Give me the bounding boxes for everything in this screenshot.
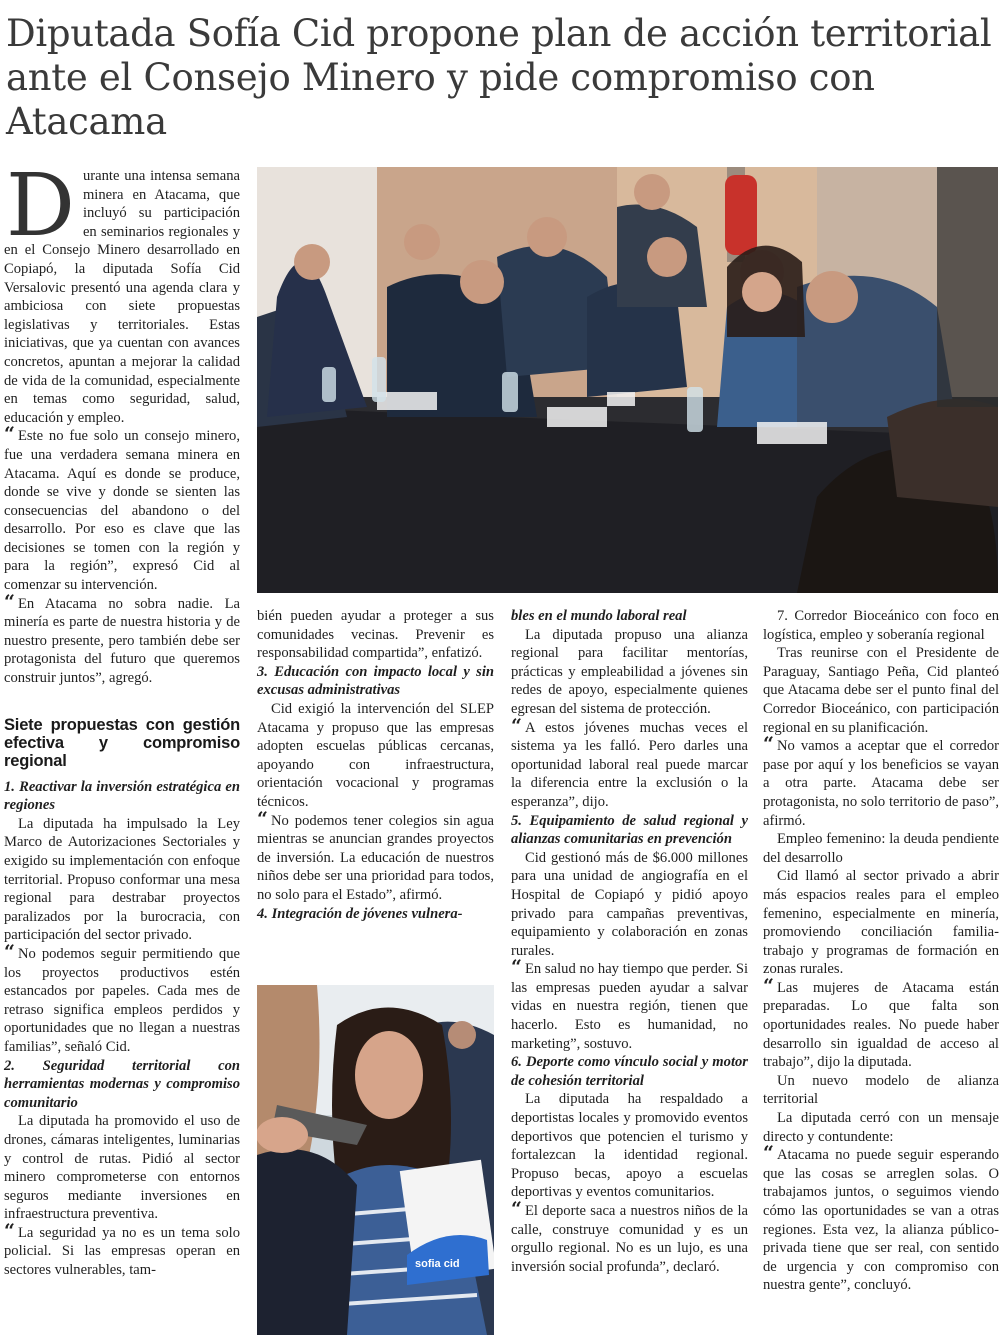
quote-text: En Atacama no sobra nadie. La minería es parte de nuestra historia y de nuestro presente, pero también debe ser protagonista del futuro que queremos construir juntos”, agregó.: [4, 595, 240, 687]
column-2: [257, 607, 494, 923]
intro-paragraph: urante una intensa semana minera en Atacama, que incluyó su participación en seminarios regionales y en el Consejo Minero desarrollado en Copiapó, la diputada Sofía Cid Versalovic presentó una agenda clara y ambiciosa con siete propuestas legislativas y territoriales. Estas iniciativas, que ya cuentan con avances concretos, apuntan a mejorar la calidad de vida de la comunidad, especialmente en temas como seguridad, salud, educación y empleo.: [4, 168, 240, 426]
paragraph: Cid llamó al sector privado a abrir más espacios reales para el empleo femenino, especialmente en minería, promoviendo conciliación familia-trabajo y programas de formación en zonas rurales.: [763, 868, 999, 978]
paragraph: Cid gestionó más de $6.000 millones para una unidad de angiografía en el Hospital de Copiapó y pidió apoyo privado para campañas preventivas, equipamiento y colaboración en zonas rurales.: [511, 849, 748, 959]
quote-text: En salud no hay tiempo que perder. Si las empresas pueden ayudar a salvar vidas en nuestra región, tienen que hacerlo. Esto es humanidad, no marketing”, sostuvo.: [511, 961, 748, 1052]
quote-mark-icon: “: [763, 974, 774, 997]
drop-cap: D: [6, 156, 75, 256]
paragraph: Cid exigió la intervención del SLEP Atacama y propuso que las empresas adopten escuelas públicas cercanas, apoyando con infraestructura, orientación vocacional y programas técnicos.: [257, 700, 494, 810]
quote: [763, 1142, 999, 1295]
quote-text: No vamos a aceptar que el corredor pase por aquí y los beneficios se vayan a otra parte. Atacama debe ser protagonista, no solo territorio de paso”, afirmó.: [763, 738, 999, 829]
quote: [4, 1219, 240, 1280]
paragraph: La diputada ha promovido el uso de drones, cámaras inteligentes, luminarias y control de rutas. Pidió al sector minero comprometerse con entornos seguros mediante inversiones en infraestructura preventiva.: [4, 1113, 240, 1223]
quote: [511, 714, 748, 812]
paragraph: 7. Corredor Bioceánico con foco en logística, empleo y soberanía regional: [763, 608, 999, 643]
proposal-title: 5. Equipamiento de salud regional y alianzas comunitarias en prevención: [511, 812, 748, 848]
paragraph: Un nuevo modelo de alianza territorial: [763, 1072, 999, 1108]
quote-text: No podemos seguir permitiendo que los proyectos productivos estén estancados por papeles. Cada mes de retraso significa empleos perdidos y oportunidades que no llegan a nuestras familias”, señaló Cid.: [4, 945, 240, 1055]
paragraph: Tras reunirse con el Presidente de Paraguay, Santiago Peña, Cid planteó que Atacama debe ser el punto final del Corredor Bioceánico, con participación regional en su planificación.: [763, 645, 999, 736]
quote: [511, 1198, 748, 1276]
quote-mark-icon: “: [4, 940, 15, 963]
quote-mark-icon: “: [4, 1219, 15, 1242]
proposal-title: 4. Integración de jóvenes vulnera-: [257, 905, 463, 922]
quote: [4, 940, 240, 1057]
folder-logo-text: sofia cid: [415, 1258, 460, 1270]
quote-text: La seguridad ya no es un tema solo policial. Si las empresas operan en sectores vulnerables, tam-: [4, 1224, 240, 1279]
column-1: [4, 156, 240, 1280]
quote-mark-icon: “: [4, 590, 15, 613]
quote-mark-icon: “: [763, 1142, 774, 1165]
column-4: [763, 607, 999, 1295]
quote-text: Las mujeres de Atacama están preparadas. Lo que falta son oportunidades reales. No puede haber desarrollo sin igualdad de acceso al trabajo”, dijo la diputada.: [763, 979, 999, 1071]
quote-mark-icon: “: [763, 733, 774, 756]
quote: [763, 974, 999, 1072]
quote: [4, 590, 240, 688]
quote-text: No podemos tener colegios sin agua mientras se anuncian grandes proyectos de inversión. La educación de nuestros niños debe ser una prioridad para todos, no solo para el Estado”, afirmó.: [257, 812, 494, 903]
quote-mark-icon: “: [511, 956, 522, 979]
quote-text: Este no fue solo un consejo minero, fue una verdadera semana minera en Atacama. Aquí es donde se produce, donde se vive y donde se sienten las consecuencias del abandono o del desarrollo. Por eso es clave que las decisiones se tomen con la región y para la región”, expresó Cid al comenzar su intervención.: [4, 428, 240, 594]
quote: [257, 807, 494, 905]
paragraph: La diputada ha respaldado a deportistas locales y promovido eventos deportivos que potencien el turismo y fortalezcan la identidad regional. Propuso becas, apoyo a escuelas deportivas y eventos comunitarios.: [511, 1091, 748, 1201]
paragraph: Empleo femenino: la deuda pendiente del desarrollo: [763, 831, 999, 866]
quote-mark-icon: “: [511, 1198, 522, 1220]
headline: Diputada Sofía Cid propone plan de acción territorial ante el Consejo Minero y pide compromiso con Atacama: [6, 12, 992, 143]
proposal-title: 1. Reactivar la inversión estratégica en regiones: [4, 778, 240, 814]
quote: [763, 733, 999, 830]
section-title: Siete propuestas con gestión efectiva y compromiso regional: [4, 715, 240, 770]
proposal-title: 2. Seguridad territorial con herramientas modernas y compromiso comunitario: [4, 1057, 240, 1111]
paragraph: La diputada propuso una alianza regional para facilitar mentorías, prácticas y empleabilidad a jóvenes sin redes de apoyo, especialmente quienes egresan del sistema de protección.: [511, 626, 748, 717]
proposal-title: 3. Educación con impacto local y sin excusas administrativas: [257, 663, 494, 699]
paragraph: La diputada ha impulsado la Ley Marco de Autorizaciones Sectoriales y exigido su implementación con enfoque territorial. Propuso conformar una mesa regional para destrabar proyectos paralizados por la burocracia, con participación del sector privado.: [4, 815, 240, 944]
paragraph: bién pueden ayudar a proteger a sus comunidades vecinas. Prevenir es responsabilidad compartida”, enfatizó.: [257, 608, 494, 662]
meeting-photo: [257, 167, 998, 593]
quote: [511, 956, 748, 1053]
proposal-title: bles en el mundo laboral real: [511, 608, 687, 624]
column-3: [511, 607, 748, 1276]
proposal-title: 6. Deporte como vínculo social y motor de cohesión territorial: [511, 1054, 748, 1089]
quote-mark-icon: “: [4, 423, 15, 446]
paragraph: La diputada cerró con un mensaje directo y contundente:: [763, 1110, 999, 1145]
quote: [4, 423, 240, 594]
quote-text: Atacama no puede seguir esperando que las cosas se arreglen solas. O trabajamos juntos, o seguimos viendo cómo las oportunidades se van a otras regiones. Esta vez, la alianza público-privada tiene que ser real, con sentido de urgencia y con compromiso con nuestra gente”, concluyó.: [763, 1147, 999, 1294]
quote-text: A estos jóvenes muchas veces el sistema ya les falló. Pero darles una oportunidad laboral real puede marcar la diferencia entre la exclusión o la esperanza”, dijo.: [511, 719, 748, 810]
quote-text: El deporte saca a nuestros niños de la calle, construye comunidad y es un orgullo regional. No es un lujo, es una inversión social profunda”, declaró.: [511, 1203, 748, 1275]
quote-mark-icon: “: [257, 807, 268, 830]
interview-photo: [257, 985, 494, 1335]
quote-mark-icon: “: [511, 714, 522, 737]
